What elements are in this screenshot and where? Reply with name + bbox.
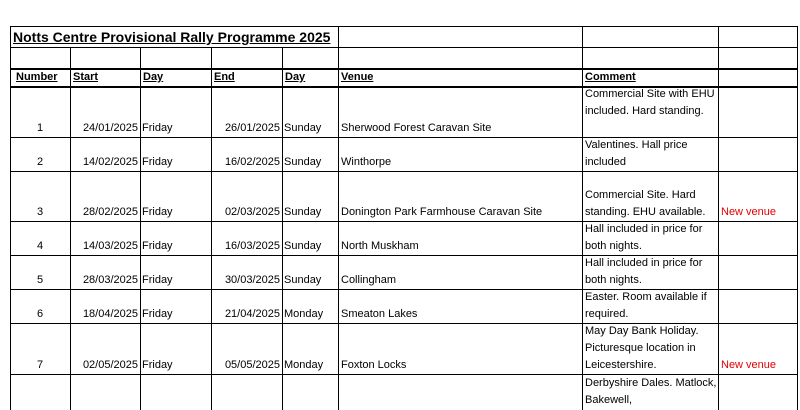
grid-line	[718, 26, 719, 410]
grid-line	[282, 48, 283, 410]
grid-line	[140, 48, 141, 410]
row-end-date: 16/03/2025	[224, 240, 280, 252]
grid-line	[797, 26, 798, 410]
row-end-day: Sunday	[284, 274, 322, 286]
row-start-day: Friday	[142, 156, 173, 168]
row-start-day: Friday	[142, 122, 173, 134]
row-comment: Hall included in price for both nights.	[585, 257, 703, 286]
row-number: 1	[36, 122, 44, 134]
row-venue: Sherwood Forest Caravan Site	[341, 122, 492, 134]
row-comment: Hall included in price for both nights.	[585, 223, 703, 252]
header-comment: Comment	[585, 71, 636, 83]
row-number: 6	[36, 308, 44, 320]
row-venue: Smeaton Lakes	[341, 308, 418, 320]
grid-line	[582, 26, 583, 410]
header-start: Start	[73, 71, 99, 83]
row-number: 7	[36, 359, 44, 371]
row-venue: Donington Park Farmhouse Caravan Site	[341, 206, 543, 218]
row-comment: Commercial Site. Hard standing. EHU available.	[585, 189, 706, 218]
row-end-date: 02/03/2025	[224, 206, 280, 218]
row-start-day: Friday	[142, 359, 173, 371]
row-end-day: Monday	[284, 359, 324, 371]
row-start-date: 24/01/2025	[82, 122, 138, 134]
grid-line	[338, 26, 339, 410]
row-venue: Collingham	[341, 274, 397, 286]
row-comment: May Day Bank Holiday. Picturesque location in Leicestershire.	[585, 325, 699, 371]
sheet-title: Notts Centre Provisional Rally Programme 2025	[13, 29, 331, 45]
grid-line	[10, 68, 798, 70]
grid-line	[10, 47, 798, 48]
grid-line	[70, 48, 71, 410]
grid-line	[10, 171, 798, 172]
row-venue: Foxton Locks	[341, 359, 407, 371]
row-comment: Easter. Room available if required.	[585, 291, 707, 320]
row-start-date: 28/02/2025	[82, 206, 138, 218]
row-end-day: Sunday	[284, 206, 322, 218]
row-start-day: Friday	[142, 240, 173, 252]
row-start-date: 14/02/2025	[82, 156, 138, 168]
row-start-date: 28/03/2025	[82, 274, 138, 286]
row-comment: Valentines. Hall price included	[585, 139, 688, 168]
row-end-date: 16/02/2025	[224, 156, 280, 168]
row-end-day: Sunday	[284, 240, 322, 252]
row-end-date: 05/05/2025	[224, 359, 280, 371]
row-end-date: 30/03/2025	[224, 274, 280, 286]
row-end-day: Sunday	[284, 156, 322, 168]
row-start-date: 02/05/2025	[82, 359, 138, 371]
header-number: Number	[16, 71, 58, 83]
row-start-day: Friday	[142, 308, 173, 320]
row-end-day: Monday	[284, 308, 324, 320]
row-comment: Derbyshire Dales. Matlock, Bakewell,	[585, 377, 717, 406]
row-number: 3	[36, 206, 44, 218]
row-number: 4	[36, 240, 44, 252]
header-end: End	[214, 71, 235, 83]
row-end-date: 21/04/2025	[224, 308, 280, 320]
row-start-date: 14/03/2025	[82, 240, 138, 252]
row-end-day: Sunday	[284, 122, 322, 134]
row-start-date: 18/04/2025	[82, 308, 138, 320]
row-venue: Winthorpe	[341, 156, 392, 168]
row-start-day: Friday	[142, 274, 173, 286]
header-day-start: Day	[143, 71, 164, 83]
row-venue: North Muskham	[341, 240, 419, 252]
row-start-day: Friday	[142, 206, 173, 218]
row-number: 2	[36, 156, 44, 168]
header-day-end: Day	[285, 71, 306, 83]
header-venue: Venue	[341, 71, 374, 83]
new-venue-note: New venue	[721, 206, 777, 218]
row-comment: Commercial Site with EHU included. Hard standing.	[585, 88, 715, 117]
row-number: 5	[36, 274, 44, 286]
row-end-date: 26/01/2025	[224, 122, 280, 134]
new-venue-note: New venue	[721, 359, 777, 371]
grid-line	[211, 48, 212, 410]
